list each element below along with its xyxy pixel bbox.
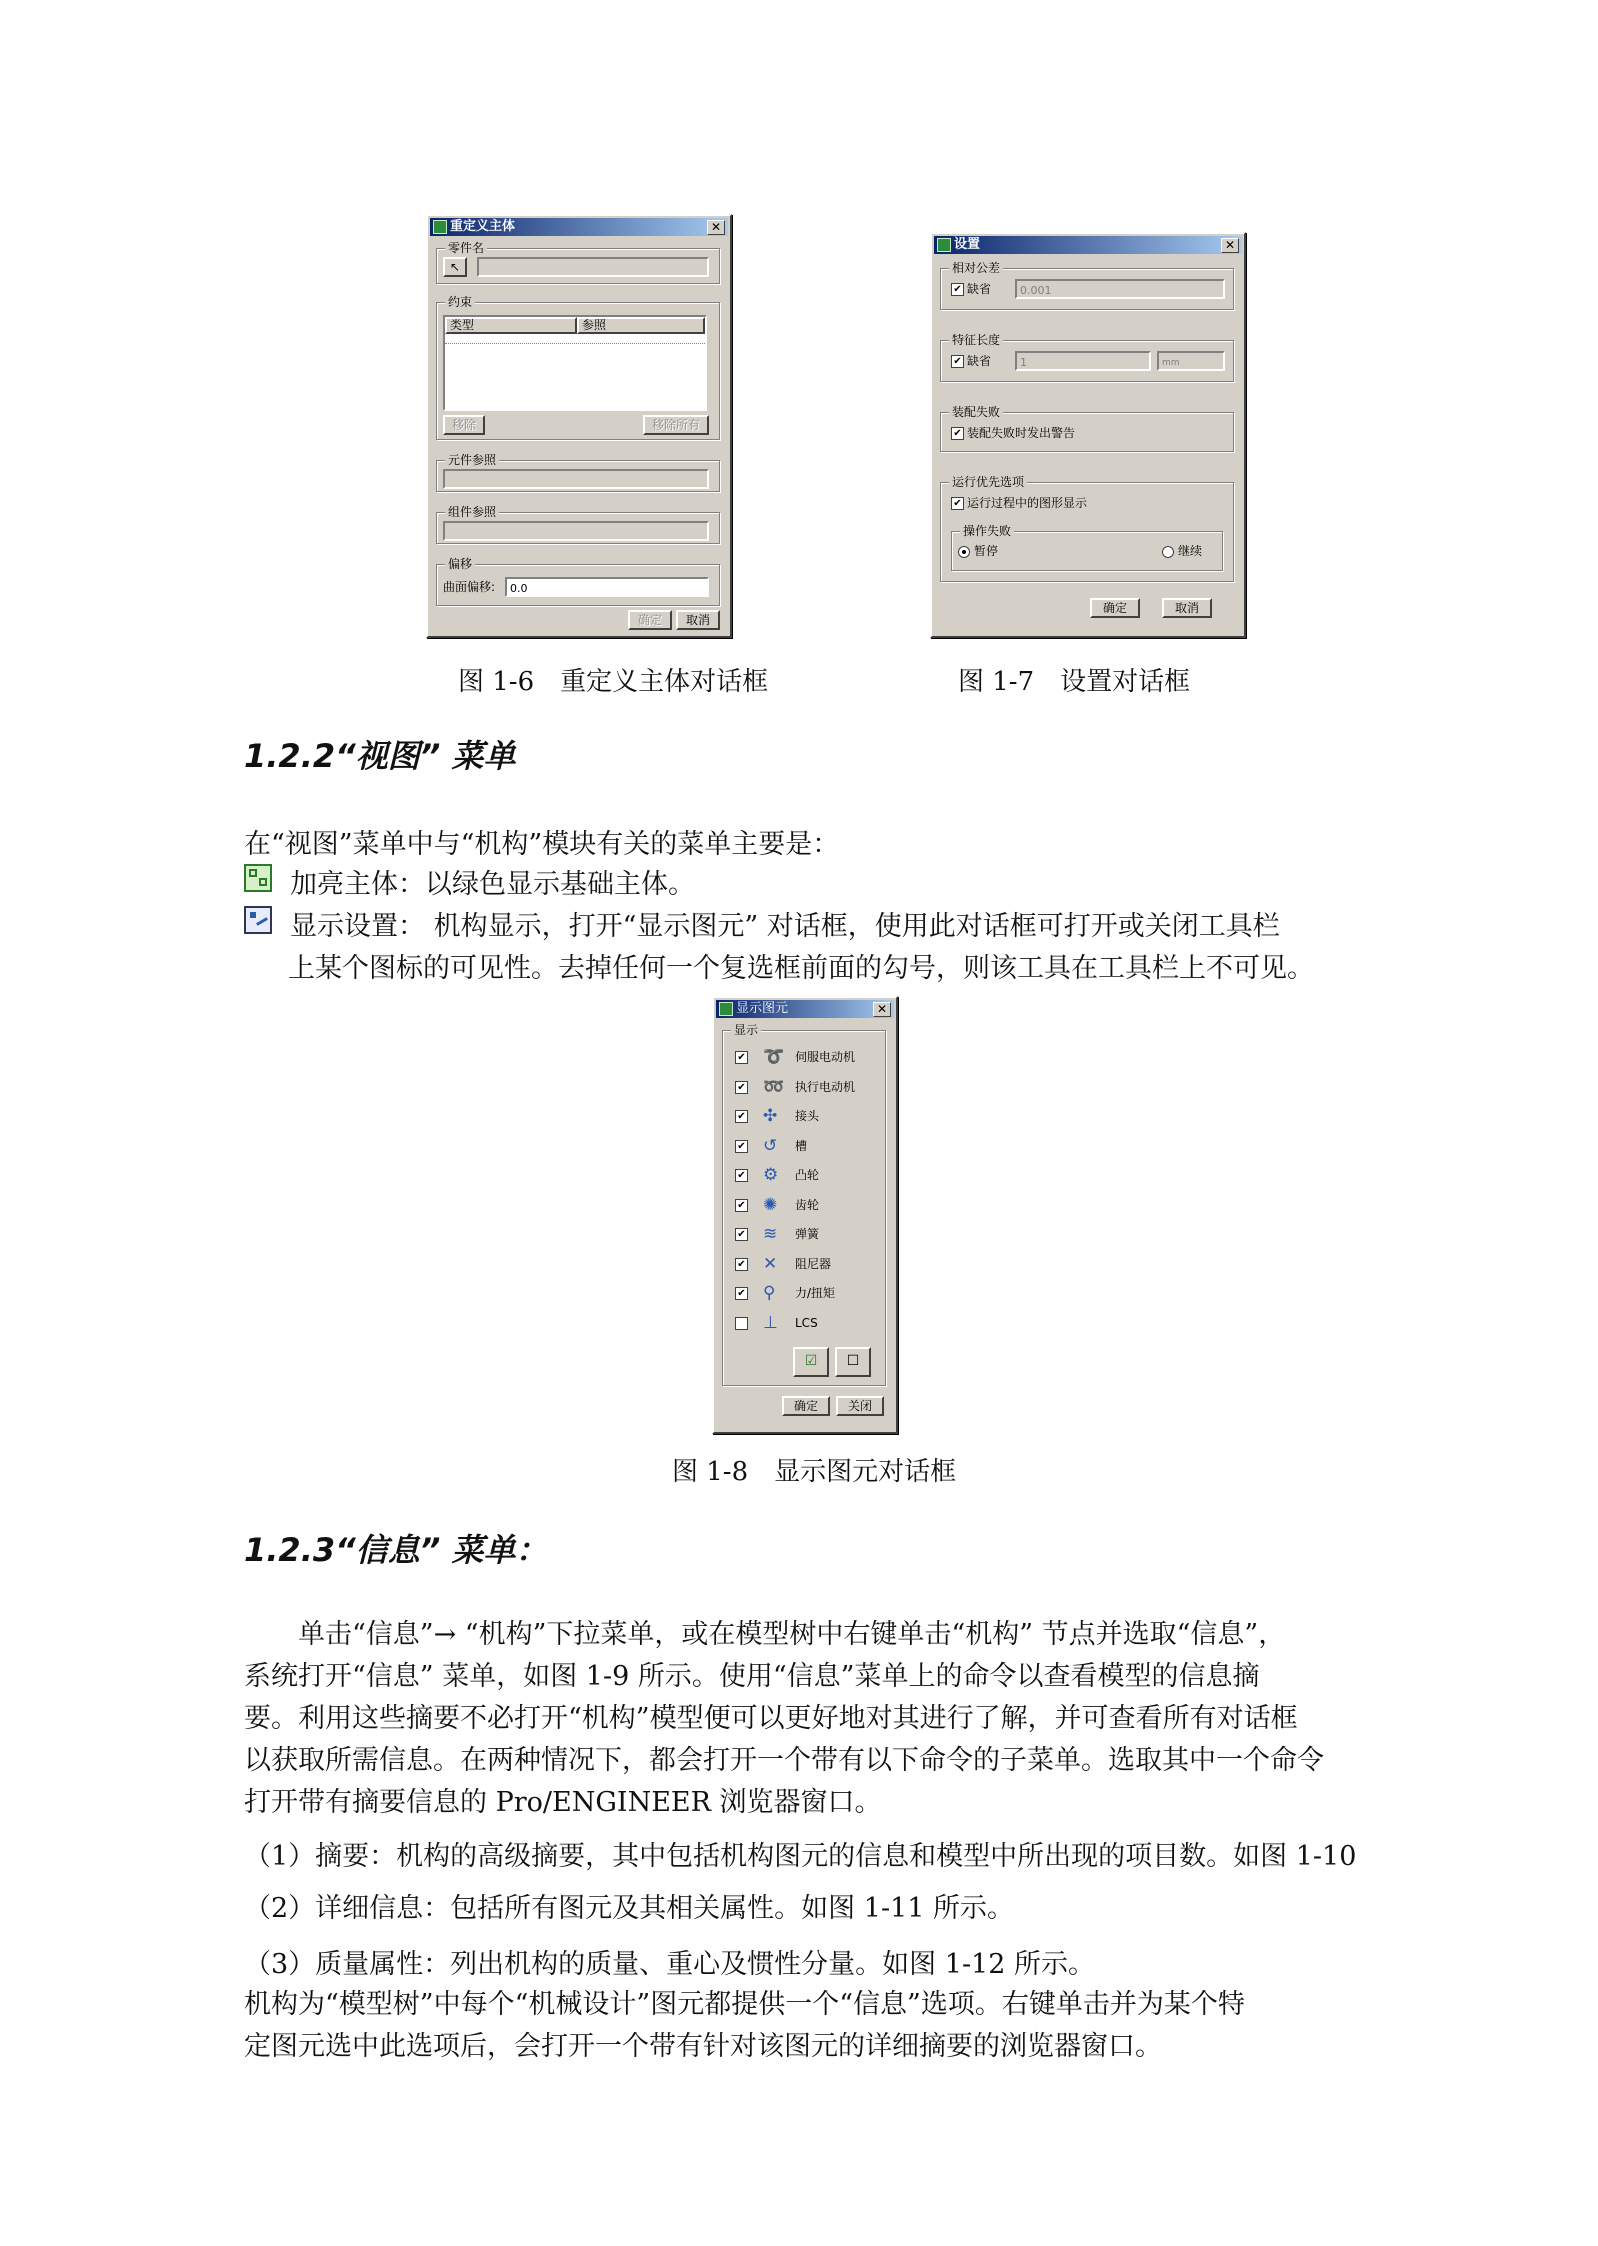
entity-label: 力/扭矩 — [795, 1286, 836, 1300]
entity-checkbox[interactable]: ✔ — [735, 1051, 748, 1064]
dialog-app-icon — [937, 238, 951, 252]
select-all-button[interactable] — [793, 1347, 829, 1377]
entity-label: 凸轮 — [795, 1168, 820, 1182]
run-preferences-group — [940, 475, 1234, 582]
dialog-app-icon — [433, 220, 447, 234]
assembly-ref-field[interactable] — [443, 521, 709, 541]
cam-icon: ⚙ — [763, 1165, 779, 1185]
pause-label: 暂停 — [974, 544, 999, 558]
entity-label: 接头 — [795, 1109, 820, 1123]
default-length-checkbox[interactable]: ✔ — [951, 355, 964, 368]
assembly-ref-group — [436, 505, 720, 544]
part-name-field[interactable] — [477, 257, 709, 277]
graphics-during-run-checkbox[interactable]: ✔ — [951, 497, 964, 510]
paragraph-line-5: 打开带有摘要信息的 Pro/ENGINEER 浏览器窗口。 — [244, 1787, 882, 1818]
entity-checkbox[interactable]: ✔ — [735, 1081, 748, 1094]
spring-icon: ≋ — [763, 1224, 778, 1244]
entity-checkbox[interactable]: ✔ — [735, 1228, 748, 1241]
default-tolerance-checkbox[interactable]: ✔ — [951, 283, 964, 296]
list-item-summary: （1）摘要：机构的高级摘要，其中包括机构图元的信息和模型中所出现的项目数。如图 1-10 — [244, 1841, 1357, 1872]
paragraph-tail-line-1: 机构为“模型树”中每个“机械设计”图元都提供一个“信息”选项。右键单击并为某个特 — [244, 1989, 1245, 2020]
group-label: 偏移 — [445, 556, 475, 572]
paragraph-line-2: 系统打开“信息” 菜单，如图 1-9 所示。使用“信息”菜单上的命令以查看模型的信息摘 — [244, 1661, 1260, 1692]
entity-checkbox[interactable]: ✔ — [735, 1287, 748, 1300]
dialog-titlebar — [430, 218, 728, 236]
list-item-mass-properties: （3）质量属性：列出机构的质量、重心及惯性分量。如图 1-12 所示。 — [244, 1949, 1095, 1980]
entity-label: LCS — [795, 1315, 818, 1330]
cancel-button[interactable]: 取消 — [1162, 598, 1212, 618]
display-group — [722, 1023, 886, 1386]
cancel-button[interactable]: 取消 — [676, 610, 720, 630]
group-label: 装配失败 — [949, 404, 1003, 420]
dialog-title: 重定义主体 — [450, 219, 516, 234]
column-header-type[interactable]: 类型 — [445, 317, 577, 334]
entity-checkbox[interactable]: ✔ — [735, 1110, 748, 1123]
lcs-icon: ⊥ — [763, 1312, 778, 1333]
entity-list — [723, 1031, 885, 1351]
display-entities-dialog — [712, 996, 898, 1434]
close-button[interactable]: 关闭 — [836, 1396, 884, 1416]
entity-checkbox[interactable]: ✔ — [735, 1169, 748, 1182]
close-icon[interactable]: ✕ — [873, 1002, 891, 1017]
figure-caption-1-7: 图 1-7 设置对话框 — [958, 667, 1191, 697]
column-header-ref[interactable]: 参照 — [577, 317, 705, 334]
remove-button[interactable]: 移除 — [443, 415, 485, 435]
group-label: 运行优先选项 — [949, 474, 1027, 490]
highlight-body-icon — [244, 864, 272, 892]
entity-label: 弹簧 — [795, 1227, 820, 1241]
deselect-all-button[interactable] — [835, 1347, 871, 1377]
entity-checkbox[interactable]: ✔ — [735, 1199, 748, 1212]
force-motor-icon: ➿ — [763, 1076, 785, 1097]
dialog-titlebar — [716, 1000, 894, 1018]
section-heading-1-2-3: 1.2.3“信息” 菜单： — [244, 1531, 548, 1569]
group-label: 显示 — [731, 1022, 761, 1038]
servo-motor-icon: ➰ — [763, 1047, 785, 1067]
figure-caption-1-6: 图 1-6 重定义主体对话框 — [458, 667, 769, 697]
group-label: 零件名 — [445, 240, 487, 256]
dialog-title: 设置 — [954, 237, 981, 252]
uncheck-all-icon: ☐ — [846, 1353, 860, 1369]
table-row-divider — [445, 343, 705, 344]
entity-label: 槽 — [795, 1138, 808, 1153]
continue-radio[interactable] — [1162, 546, 1174, 558]
entity-label: 执行电动机 — [795, 1079, 856, 1094]
pause-radio[interactable] — [958, 546, 970, 558]
paragraph-intro: 在“视图”菜单中与“机构”模块有关的菜单主要是： — [244, 829, 840, 860]
list-item-highlight-body: 加亮主体：以绿色显示基础主体。 — [290, 869, 695, 900]
list-item-display-settings-cont: 上某个图标的可见性。去掉任何一个复选框前面的勾号，则该工具在工具栏上不可见。 — [288, 953, 1314, 984]
list-item-display-settings: 显示设置： 机构显示，打开“显示图元” 对话框，使用此对话框可打开或关闭工具栏 — [290, 911, 1280, 942]
entity-label: 阻尼器 — [795, 1256, 832, 1271]
paragraph-line-3: 要。利用这些摘要不必打开“机构”模型便可以更好地对其进行了解，并可查看所有对话框 — [244, 1703, 1298, 1734]
slot-icon: ↺ — [763, 1135, 778, 1156]
ok-button[interactable]: 确定 — [782, 1396, 830, 1416]
length-unit-field: mm — [1157, 351, 1225, 371]
select-pointer-button[interactable]: ↖ — [443, 257, 467, 277]
constraint-group — [436, 295, 720, 440]
list-item-details: （2）详细信息：包括所有图元及其相关属性。如图 1-11 所示。 — [244, 1893, 1014, 1924]
surface-offset-label: 曲面偏移: — [443, 580, 496, 594]
warn-on-failure-label: 装配失败时发出警告 — [967, 426, 1076, 440]
feature-length-group — [940, 333, 1234, 382]
feature-length-input[interactable]: 1 — [1015, 351, 1151, 371]
remove-all-button[interactable]: 移除所有 — [643, 415, 709, 435]
gear-icon: ✺ — [763, 1194, 778, 1215]
group-label: 特征长度 — [949, 332, 1003, 348]
joint-icon: ✣ — [763, 1106, 778, 1126]
part-name-group — [436, 241, 720, 284]
group-label: 相对公差 — [949, 260, 1003, 276]
ok-button[interactable]: 确定 — [628, 610, 672, 630]
group-label: 操作失败 — [960, 523, 1014, 539]
redefine-body-dialog — [426, 214, 732, 638]
entity-checkbox[interactable] — [735, 1317, 748, 1330]
figure-caption-1-8: 图 1-8 显示图元对话框 — [672, 1457, 957, 1487]
ok-button[interactable]: 确定 — [1090, 598, 1140, 618]
dialog-title: 显示图元 — [736, 1001, 789, 1016]
component-ref-field[interactable] — [443, 469, 709, 489]
entity-checkbox[interactable]: ✔ — [735, 1258, 748, 1271]
entity-label: 伺服电动机 — [795, 1050, 856, 1064]
check-all-icon: ☑ — [804, 1353, 818, 1369]
continue-label: 继续 — [1178, 544, 1203, 558]
group-label: 组件参照 — [445, 504, 499, 520]
force-torque-icon: ⚲ — [763, 1283, 776, 1303]
relative-tolerance-input[interactable]: 0.001 — [1015, 279, 1225, 299]
offset-group — [436, 557, 720, 606]
component-ref-group — [436, 453, 720, 492]
dialog-titlebar — [934, 236, 1242, 254]
settings-dialog — [930, 232, 1246, 638]
surface-offset-input[interactable]: 0.0 — [505, 577, 709, 597]
warn-on-failure-checkbox[interactable]: ✔ — [951, 427, 964, 440]
default-label: 缺省 — [967, 354, 992, 368]
operation-failure-group — [951, 524, 1223, 571]
graphics-during-run-label: 运行过程中的图形显示 — [967, 496, 1088, 510]
entity-checkbox[interactable]: ✔ — [735, 1140, 748, 1153]
close-icon[interactable]: ✕ — [707, 220, 725, 235]
relative-tolerance-group — [940, 261, 1234, 310]
group-label: 约束 — [445, 294, 475, 310]
group-label: 元件参照 — [445, 452, 499, 468]
display-settings-icon — [244, 906, 272, 934]
section-heading-1-2-2: 1.2.2“视图” 菜单 — [244, 737, 516, 775]
paragraph-line-4: 以获取所需信息。在两种情况下，都会打开一个带有以下命令的子菜单。选取其中一个命令 — [244, 1745, 1324, 1776]
assembly-failure-group — [940, 405, 1234, 452]
paragraph-line-1: 单击“信息”→ “机构”下拉菜单，或在模型树中右键单击“机构” 节点并选取“信息”， — [298, 1619, 1286, 1650]
damper-icon: ✕ — [763, 1253, 778, 1274]
entity-label: 齿轮 — [795, 1197, 820, 1212]
default-label: 缺省 — [967, 282, 992, 296]
close-icon[interactable]: ✕ — [1221, 238, 1239, 253]
paragraph-tail-line-2: 定图元选中此选项后，会打开一个带有针对该图元的详细摘要的浏览器窗口。 — [244, 2031, 1162, 2062]
constraint-table[interactable] — [443, 315, 707, 411]
dialog-app-icon — [719, 1002, 733, 1016]
